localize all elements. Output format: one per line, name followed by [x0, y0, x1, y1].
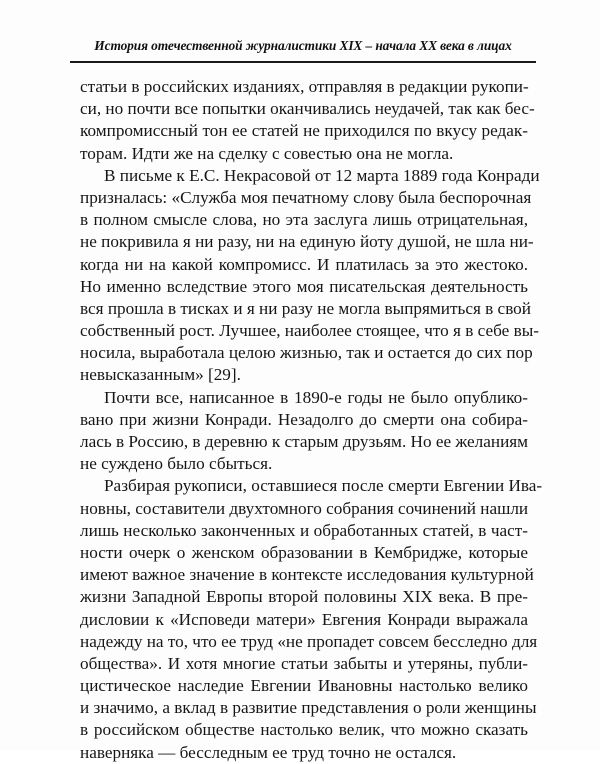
- paragraph-1: [80, 76, 535, 165]
- header-rule: [70, 61, 536, 63]
- text-line: и значимо, а вклад в развитие представления о роли женщины: [80, 698, 537, 718]
- paragraph-4: [80, 475, 543, 763]
- text-line: лась в Россию, в деревню к старым друзьям. Но ее желаниям: [80, 432, 529, 451]
- paragraph-2: [80, 165, 540, 387]
- text-line: имеют важное значение в контексте исследования культурной: [80, 565, 534, 585]
- text-line: Разбирая рукописи, оставшиеся после смерти Евгении Ива-: [104, 476, 543, 496]
- text-line: не суждено было сбыться.: [80, 454, 273, 474]
- text-line: В письме к Е.С. Некрасовой от 12 марта 1889 года Конради: [104, 165, 540, 185]
- text-line: жизни Западной Европы второй половины XIX века. В пре-: [80, 587, 528, 607]
- text-line: ности очерк о женском образовании в Кембридже, которые: [80, 542, 528, 562]
- body-text: [80, 76, 543, 764]
- text-line: Почти все, написанное в 1890-е годы не было опублико-: [104, 387, 528, 407]
- text-line: общества». И хотя многие статьи забыты и утеряны, публи-: [80, 653, 528, 673]
- text-line: си, но почти все попытки оканчивались неудачей, так как бес-: [80, 99, 535, 119]
- text-line: надежду на то, что ее труд «не пропадет совсем бесследно для: [80, 631, 538, 651]
- text-line: в полном смысле слова, но эта заслуга лишь отрицательная,: [80, 210, 528, 230]
- text-line: статьи в российских изданиях, отправляя в редакции рукопи-: [80, 77, 529, 96]
- text-line: невысказанным» [29].: [80, 365, 241, 385]
- text-line: дисловии к «Исповеди матери» Евгения Конради выражала: [80, 609, 528, 629]
- text-line: вано при жизни Конради. Незадолго до смерти она собира-: [80, 409, 528, 429]
- text-line: не покривила я ни разу, ни на единую йоту душой, не шла ни-: [80, 232, 534, 252]
- text-line: собственный рост. Лучшее, наиболее стоящее, что я в себе вы-: [80, 321, 539, 341]
- text-line: Но именно вследствие этого моя писательская деятельность: [80, 276, 528, 296]
- text-line: носила, выработала целою жизнью, так и остается до сих пор: [80, 343, 533, 363]
- text-line: торам. Идти же на сделку с совестью она не могла.: [80, 143, 454, 163]
- text-line: призналась: «Служба моя печатному слову была беспорочная: [80, 187, 532, 207]
- text-line: лишь несколько законченных и обработанных статей, в част-: [80, 520, 528, 540]
- running-header: История отечественной журналистики XIX – начала XX века в лицах: [94, 38, 512, 53]
- text-line: компромиссный тон ее статей не приходился по вкусу редак-: [80, 121, 528, 141]
- text-line: наверняка — бесследным ее труд точно не остался.: [80, 742, 457, 762]
- text-line: вся прошла в тисках и я ни разу не могла выпрямиться в свой: [80, 298, 531, 318]
- text-line: цистическое наследие Евгении Ивановны настолько велико: [80, 676, 528, 696]
- text-line: новны, составители двухтомного собрания сочинений нашли: [80, 498, 529, 518]
- text-line: в российском обществе настолько велик, что можно сказать: [80, 720, 528, 740]
- paragraph-3: [80, 387, 528, 476]
- text-line: когда ни на какой компромисс. И платилась за это жестоко.: [80, 254, 528, 274]
